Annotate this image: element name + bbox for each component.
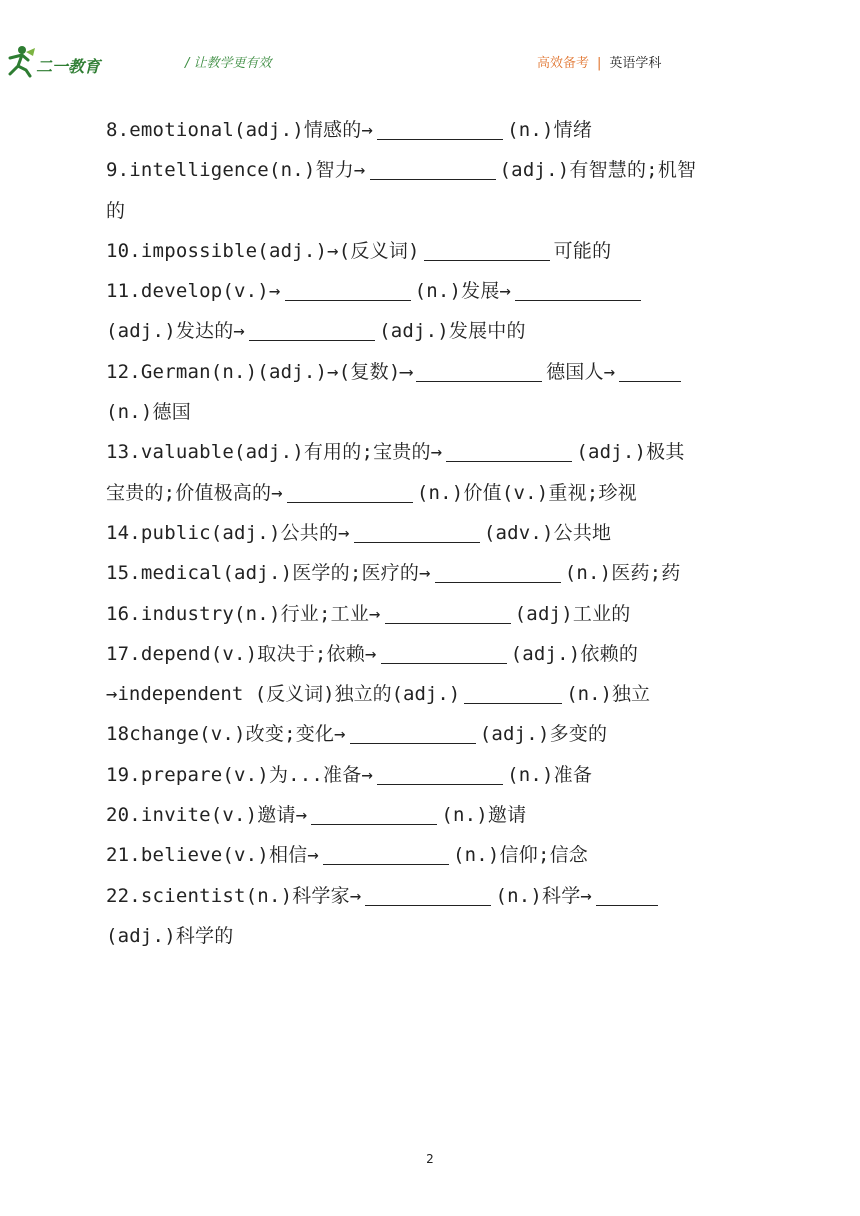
page-number: 2 [426,1152,434,1166]
page-header [0,40,860,80]
answer-blank[interactable] [435,558,561,583]
logo [2,44,112,78]
header-separator: | [597,56,602,71]
exercise-line: 20.invite(v.)邀请→ (n.)邀请 [106,795,766,835]
exercise-line: →independent (反义词)独立的(adj.) (n.)独立 [106,674,766,714]
answer-blank[interactable] [311,800,437,825]
answer-blank[interactable] [285,276,411,301]
answer-blank[interactable] [287,478,413,503]
exercise-line: (n.)德国 [106,401,191,424]
answer-blank[interactable] [350,719,476,744]
answer-blank[interactable] [596,881,658,906]
exercise-line: 22.scientist(n.)科学家→ (n.)科学→ [106,876,766,916]
exercise-line: 14.public(adj.)公共的→ (adv.)公共地 [106,513,766,553]
exercise-line: 宝贵的;价值极高的→ (n.)价值(v.)重视;珍视 [106,473,766,513]
header-slogan: / 让教学更有效 [185,56,272,71]
exercise-line: 的 [106,199,126,222]
answer-blank[interactable] [416,357,542,382]
header-gaokao: 高效备考 [537,56,590,71]
exercise-line: 11.develop(v.)→ (n.)发展→ [106,271,766,311]
exercise-line: (adj.)发达的→ (adj.)发展中的 [106,311,766,351]
answer-blank[interactable] [377,115,503,140]
exercise-list [106,110,766,956]
exercise-line: 19.prepare(v.)为...准备→ (n.)准备 [106,755,766,795]
exercise-line: 17.depend(v.)取决于;依赖→ (adj.)依赖的 [106,634,766,674]
answer-blank[interactable] [381,639,507,664]
answer-blank[interactable] [446,437,572,462]
exercise-line: 18change(v.)改变;变化→ (adj.)多变的 [106,714,766,754]
answer-blank[interactable] [323,840,449,865]
exercise-line: 10.impossible(adj.)→(反义词) 可能的 [106,231,766,271]
logo-text: 二一教育 [36,57,101,76]
exercise-line: 16.industry(n.)行业;工业→ (adj)工业的 [106,594,766,634]
answer-blank[interactable] [424,236,550,261]
answer-blank[interactable] [354,518,480,543]
header-right [537,52,661,71]
answer-blank[interactable] [619,357,681,382]
exercise-line: 15.medical(adj.)医学的;医疗的→ (n.)医药;药 [106,553,766,593]
exercise-line: 8.emotional(adj.)情感的→ (n.)情绪 [106,110,766,150]
answer-blank[interactable] [377,760,503,785]
answer-blank[interactable] [515,276,641,301]
answer-blank[interactable] [365,881,491,906]
exercise-line: 9.intelligence(n.)智力→ (adj.)有智慧的;机智 [106,150,766,190]
answer-blank[interactable] [385,599,511,624]
exercise-line: 12.German(n.)(adj.)→(复数)⟶ 德国人→ [106,352,766,392]
exercise-line: (adj.)科学的 [106,924,234,947]
runner-logo-icon [2,44,36,78]
header-subject: 英语学科 [609,56,662,71]
answer-blank[interactable] [249,316,375,341]
exercise-line: 21.believe(v.)相信→ (n.)信仰;信念 [106,835,766,875]
exercise-line: 13.valuable(adj.)有用的;宝贵的→ (adj.)极其 [106,432,766,472]
answer-blank[interactable] [370,155,496,180]
answer-blank[interactable] [464,679,562,704]
